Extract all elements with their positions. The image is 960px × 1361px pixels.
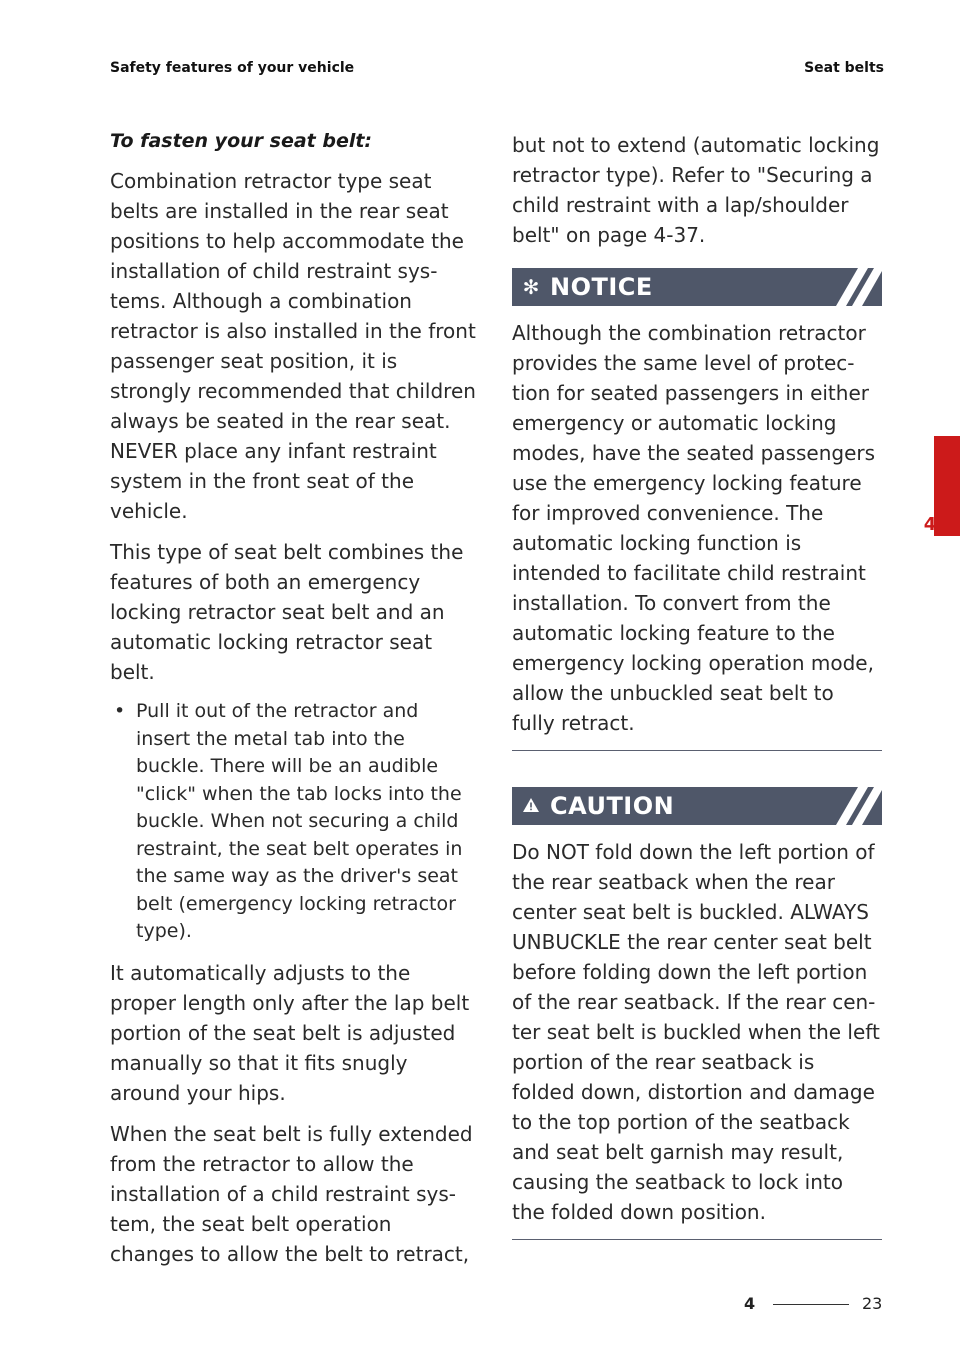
page-number: 23 [862, 1294, 883, 1313]
decorative-slashes-icon [822, 787, 882, 825]
bullet-text: Pull it out of the retractor and insert the metal tab into the buckle. There will be an audible "click" when the tab locks into the buckle. When not securing a child restraint, the seat belt operates in the same way as the driver's seat belt (emergency locking retractor type). [136, 700, 463, 942]
paragraph-fully-extended: When the seat belt is fully extended from the retractor to allow the installation of a child restraint sys-tem, the seat belt operation changes to allow the belt to retract, [110, 1121, 473, 1266]
notice-title: NOTICE [550, 273, 653, 301]
divider [512, 1239, 882, 1240]
notice-banner [512, 268, 882, 306]
paragraph-continued: but not to extend (automatic locking retractor type). Refer to "Securing a child restraint with a lap/shoulder belt" on page 4-37. [512, 133, 880, 247]
right-column [512, 130, 882, 1276]
bullet-icon: • [114, 700, 126, 722]
chapter-tab-number: 4 [923, 514, 937, 535]
subheading: To fasten your seat belt: [110, 130, 373, 152]
left-column [110, 130, 478, 1280]
warning-triangle-icon [512, 794, 550, 818]
asterisk-icon: ✻ [522, 275, 540, 299]
caution-body: Do NOT fold down the left portion of the rear seatback when the rear center seat belt is buckled. ALWAYS UNBUCKLE the rear center seat belt before folding down the left portion of the rear seatback. If the rear cen-ter seat belt is buckled when the left portion of the rear seatback is folded down, distortion and damage to the top portion of the seatback and seat belt garnish may result, causing the seatback to lock into the folded down position. [512, 840, 880, 1224]
paragraph-combination-retractor: Combination retractor type seat belts are installed in the rear seat positions to help accommodate the installation of child restraint sys-tems. Although a combination retractor is also installed in the front passenger seat position, it is strongly recommended that children always be seated in the rear seat. NEVER place any infant restraint system in the front seat of the vehicle. [110, 169, 476, 523]
running-header-topic: Seat belts [804, 60, 884, 76]
paragraph-belt-type: This type of seat belt combines the features of both an emergency locking retractor seat belt and an automatic locking retractor seat belt. [110, 540, 464, 684]
divider [512, 750, 882, 751]
list-item [110, 698, 478, 946]
notice-body: Although the combination retractor provides the same level of protec-tion for seated passengers in either emergency or automatic locking modes, have the seated passengers use the emergency locking feature for improved convenience. The automatic locking function is intended to facilitate child restraint installation. To convert from the automatic locking feature to the emergency locking operation mode, allow the unbuckled seat belt to fully retract. [512, 321, 876, 735]
paragraph-auto-adjust: It automatically adjusts to the proper length only after the lap belt portion of the seat belt is adjusted manually so that it fits snugly around your hips. [110, 960, 470, 1105]
caution-banner [512, 787, 882, 825]
footer-divider [773, 1304, 849, 1305]
footer-chapter-number: 4 [744, 1294, 756, 1313]
running-header-section: Safety features of your vehicle [110, 60, 355, 76]
decorative-slashes-icon [822, 268, 882, 306]
caution-title: CAUTION [550, 792, 675, 820]
